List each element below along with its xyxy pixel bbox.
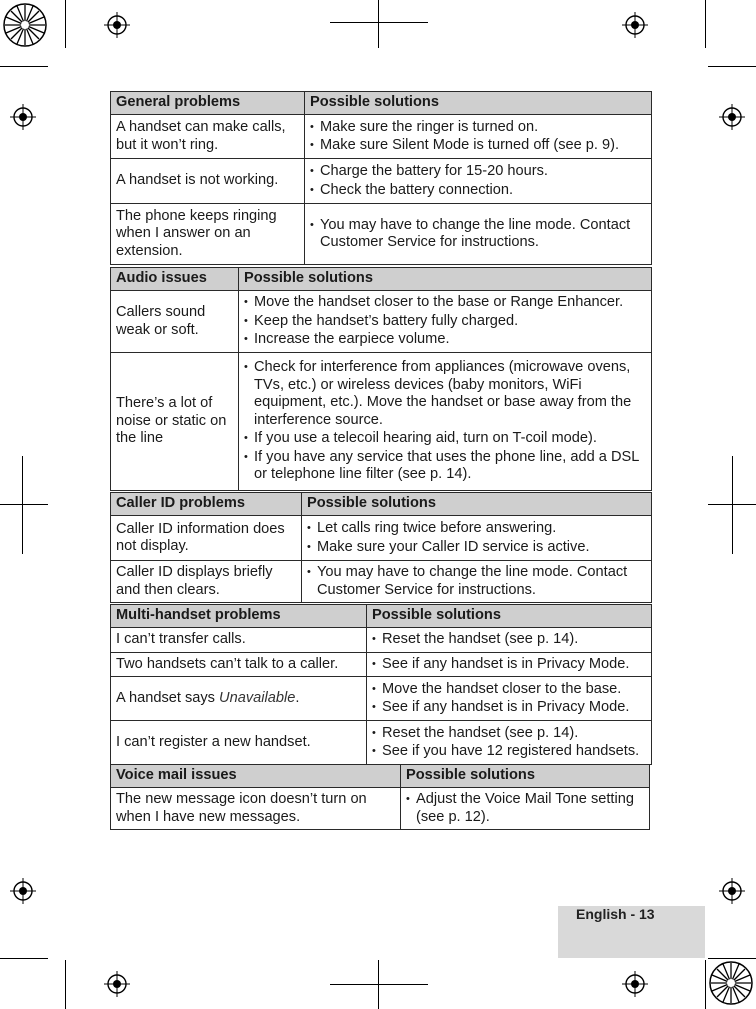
voice-mail-issues-table (110, 764, 650, 830)
crop-mark-icon (705, 960, 706, 1009)
crop-mark-icon (0, 504, 48, 505)
registration-mark-icon (719, 104, 745, 130)
solution-item: • Reset the handset (see p. 14). (372, 631, 646, 649)
column-header: General problems (111, 92, 305, 115)
crop-mark-icon (378, 0, 379, 48)
registration-mark-icon (10, 878, 36, 904)
column-header: Possible solutions (239, 268, 652, 291)
registration-mark-icon (104, 12, 130, 38)
problem-cell: I can’t register a new handset. (111, 721, 367, 765)
table-row (111, 204, 652, 265)
solution-item: • Let calls ring twice before answering. (307, 520, 646, 538)
column-header: Possible solutions (367, 605, 652, 628)
audio-issues-table (110, 267, 652, 491)
problem-cell (111, 677, 367, 721)
solution-item: • Increase the earpiece volume. (244, 331, 646, 349)
problem-cell: The phone keeps ringing when I answer on an extension. (111, 204, 305, 265)
table-row (111, 291, 652, 353)
table-header (111, 268, 652, 291)
general-problems-table (110, 91, 652, 265)
solution-cell (305, 115, 652, 159)
crop-mark-icon (65, 960, 66, 1009)
solution-cell (302, 561, 652, 603)
table-row (111, 677, 652, 721)
problem-cell: Caller ID information does not display. (111, 516, 302, 561)
crop-mark-icon (708, 958, 756, 959)
display-message: Unavailable (219, 689, 296, 706)
column-header: Voice mail issues (111, 765, 401, 788)
solution-item: • Charge the battery for 15-20 hours. (310, 163, 646, 181)
table-row (111, 788, 650, 830)
solution-item: • If you have any service that uses the phone line, add a DSL or telephone line filter (see p. 14). (244, 449, 646, 484)
starburst-icon (2, 2, 48, 48)
crop-mark-icon (705, 0, 706, 48)
table-row (111, 516, 652, 561)
column-header: Possible solutions (302, 493, 652, 516)
column-header: Possible solutions (401, 765, 650, 788)
solution-cell (367, 628, 652, 653)
solution-cell (239, 353, 652, 491)
table-row (111, 115, 652, 159)
solution-item: • Check for interference from appliances (microwave ovens, TVs, etc.) or wireless devices (baby monitors, WiFi equipment, etc.). Move the handset or base away from the interference source. (244, 359, 646, 429)
page-number: English - 13 (576, 906, 655, 922)
table-header (111, 765, 650, 788)
solution-cell (239, 291, 652, 353)
solution-item: • You may have to change the line mode. Contact Customer Service for instructions. (310, 217, 646, 252)
problem-cell: I can’t transfer calls. (111, 628, 367, 653)
registration-mark-icon (104, 971, 130, 997)
solution-item: • If you use a telecoil hearing aid, turn on T-coil mode). (244, 430, 646, 448)
crop-mark-icon (732, 456, 733, 554)
solution-cell (401, 788, 650, 830)
solution-cell (367, 721, 652, 765)
table-header (111, 493, 652, 516)
column-header: Multi-handset problems (111, 605, 367, 628)
column-header: Caller ID problems (111, 493, 302, 516)
multi-handset-problems-table (110, 604, 652, 765)
solution-item: • See if any handset is in Privacy Mode. (372, 656, 646, 674)
table-row (111, 353, 652, 491)
crop-mark-icon (708, 66, 756, 67)
problem-cell: Callers sound weak or soft. (111, 291, 239, 353)
solution-cell (367, 652, 652, 677)
solution-item: • See if you have 12 registered handsets. (372, 743, 646, 761)
table-row (111, 721, 652, 765)
crop-mark-icon (330, 22, 428, 23)
caller-id-problems-table (110, 492, 652, 603)
solution-item: • Make sure your Caller ID service is active. (307, 539, 646, 557)
solution-cell (367, 677, 652, 721)
table-header (111, 92, 652, 115)
problem-cell: A handset can make calls, but it won’t ring. (111, 115, 305, 159)
solution-item: • You may have to change the line mode. Contact Customer Service for instructions. (307, 564, 646, 599)
crop-mark-icon (65, 0, 66, 48)
solution-cell (305, 204, 652, 265)
solution-item: • Move the handset closer to the base or Range Enhancer. (244, 294, 646, 312)
crop-mark-icon (330, 984, 428, 985)
table-row (111, 628, 652, 653)
solution-item: • Move the handset closer to the base. (372, 681, 646, 699)
problem-text: . (295, 689, 300, 706)
registration-mark-icon (622, 971, 648, 997)
problem-cell: Two handsets can’t talk to a caller. (111, 652, 367, 677)
crop-mark-icon (0, 66, 48, 67)
table-row (111, 159, 652, 204)
problem-cell: A handset is not working. (111, 159, 305, 204)
table-row (111, 561, 652, 603)
problem-cell: The new message icon doesn’t turn on when I have new messages. (111, 788, 401, 830)
registration-mark-icon (10, 104, 36, 130)
crop-mark-icon (22, 456, 23, 554)
table-row (111, 652, 652, 677)
solution-cell (302, 516, 652, 561)
table-header (111, 605, 652, 628)
solution-item: • Make sure Silent Mode is turned off (see p. 9). (310, 137, 646, 155)
solution-item: • See if any handset is in Privacy Mode. (372, 699, 646, 717)
registration-mark-icon (719, 878, 745, 904)
problem-text: A handset says (116, 689, 220, 706)
solution-item: • Make sure the ringer is turned on. (310, 119, 646, 137)
solution-item: • Reset the handset (see p. 14). (372, 725, 646, 743)
column-header: Audio issues (111, 268, 239, 291)
problem-cell: There’s a lot of noise or static on the line (111, 353, 239, 491)
starburst-icon (708, 960, 754, 1006)
solution-item: • Keep the handset’s battery fully charged. (244, 313, 646, 331)
column-header: Possible solutions (305, 92, 652, 115)
solution-item: • Check the battery connection. (310, 182, 646, 200)
problem-cell: Caller ID displays briefly and then clears. (111, 561, 302, 603)
solution-item: • Adjust the Voice Mail Tone setting (see p. 12). (406, 791, 644, 826)
crop-mark-icon (0, 958, 48, 959)
registration-mark-icon (622, 12, 648, 38)
solution-cell (305, 159, 652, 204)
